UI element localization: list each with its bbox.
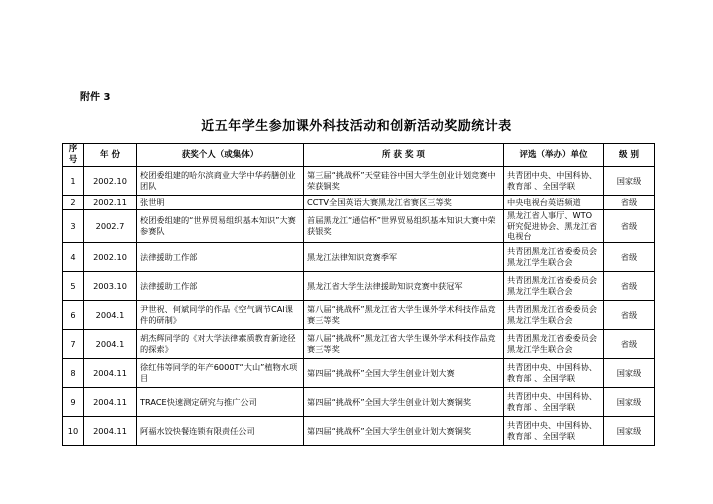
header-winner: 获奖个人（或集体） — [137, 144, 304, 167]
cell-winner: 尹世祝、何斌同学的作品《空气调节CAI课件的研制》 — [137, 301, 304, 330]
cell-level: 国家级 — [604, 167, 655, 196]
cell-org: 共青团中央、中国科协、教育部 、全国学联 — [504, 388, 604, 417]
cell-level: 省级 — [604, 243, 655, 272]
cell-year: 2002.10 — [84, 167, 137, 196]
table-row — [63, 243, 655, 272]
cell-award: 第四届“挑战杯”全国大学生创业计划大赛 — [304, 359, 504, 388]
cell-org: 共青团黑龙江省委委员会黑龙江学生联合会 — [504, 301, 604, 330]
cell-org: 黑龙江省人事厅、WTO研究促进协会、黑龙江省电视台 — [504, 210, 604, 243]
attachment-label: 附件 3 — [80, 92, 111, 103]
cell-award: 首届黑龙江“通信杯”世界贸易组织基本知识大赛中荣获银奖 — [304, 210, 504, 243]
cell-winner: 徐红伟等同学的年产6000T“大山”植物水项目 — [137, 359, 304, 388]
header-award: 所 获 奖 项 — [304, 144, 504, 167]
cell-award: 第三届“挑战杯”天堂硅谷中国大学生创业计划竞赛中荣获铜奖 — [304, 167, 504, 196]
cell-no: 4 — [63, 243, 84, 272]
cell-no: 10 — [63, 417, 84, 446]
cell-no: 3 — [63, 210, 84, 243]
cell-level: 国家级 — [604, 388, 655, 417]
header-level: 级 别 — [604, 144, 655, 167]
cell-no: 5 — [63, 272, 84, 301]
cell-level: 省级 — [604, 301, 655, 330]
cell-level: 省级 — [604, 210, 655, 243]
cell-level: 省级 — [604, 272, 655, 301]
cell-year: 2002.10 — [84, 243, 137, 272]
cell-no: 8 — [63, 359, 84, 388]
cell-level: 省级 — [604, 330, 655, 359]
cell-org: 共青团中央、中国科协、教育部 、全国学联 — [504, 167, 604, 196]
cell-org: 共青团黑龙江省委委员会黑龙江学生联合会 — [504, 272, 604, 301]
cell-award: 黑龙江省大学生法律援助知识竞赛中获冠军 — [304, 272, 504, 301]
cell-org: 共青团中央、中国科协、教育部 、全国学联 — [504, 359, 604, 388]
table-row — [63, 417, 655, 446]
cell-no: 6 — [63, 301, 84, 330]
table-header-row — [63, 144, 655, 167]
cell-level: 国家级 — [604, 359, 655, 388]
table-row — [63, 167, 655, 196]
table-row — [63, 388, 655, 417]
cell-winner: 张世明 — [137, 196, 304, 210]
cell-no: 2 — [63, 196, 84, 210]
cell-org: 中央电视台英语频道 — [504, 196, 604, 210]
cell-award: 第四届“挑战杯”全国大学生创业计划大赛铜奖 — [304, 417, 504, 446]
cell-winner: 胡杰辉同学的《对大学法律素质教育新途径的探索》 — [137, 330, 304, 359]
cell-year: 2003.10 — [84, 272, 137, 301]
cell-winner: TRACE快速测定研究与推广公司 — [137, 388, 304, 417]
cell-award: 第八届“挑战杯”黑龙江省大学生课外学术科技作品竞赛三等奖 — [304, 301, 504, 330]
cell-org: 共青团黑龙江省委委员会黑龙江学生联合会 — [504, 330, 604, 359]
cell-winner: 阿福水饺快餐连锁有限责任公司 — [137, 417, 304, 446]
table-row — [63, 272, 655, 301]
table-row — [63, 301, 655, 330]
cell-winner: 校团委组建的哈尔滨商业大学中华药膳创业团队 — [137, 167, 304, 196]
cell-year: 2004.1 — [84, 330, 137, 359]
cell-no: 7 — [63, 330, 84, 359]
cell-winner: 法律援助工作部 — [137, 272, 304, 301]
table-row — [63, 330, 655, 359]
header-year: 年 份 — [84, 144, 137, 167]
cell-org: 共青团黑龙江省委委员会黑龙江学生联合会 — [504, 243, 604, 272]
cell-award: CCTV全国英语大赛黑龙江省赛区三等奖 — [304, 196, 504, 210]
header-no: 序号 — [63, 144, 84, 167]
table-row — [63, 210, 655, 243]
cell-award: 黑龙江法律知识竞赛季军 — [304, 243, 504, 272]
cell-year: 2004.11 — [84, 388, 137, 417]
cell-year: 2002.7 — [84, 210, 137, 243]
cell-winner: 校团委组建的“世界贸易组织基本知识”大赛参赛队 — [137, 210, 304, 243]
cell-award: 第八届“挑战杯”黑龙江省大学生课外学术科技作品竞赛三等奖 — [304, 330, 504, 359]
document-title: 近五年学生参加课外科技活动和创新活动奖励统计表 — [201, 119, 512, 134]
cell-year: 2002.11 — [84, 196, 137, 210]
cell-org: 共青团中央、中国科协、教育部 、全国学联 — [504, 417, 604, 446]
table-row — [63, 359, 655, 388]
cell-no: 1 — [63, 167, 84, 196]
table-row — [63, 196, 655, 210]
cell-award: 第四届“挑战杯”全国大学生创业计划大赛铜奖 — [304, 388, 504, 417]
cell-no: 9 — [63, 388, 84, 417]
cell-year: 2004.11 — [84, 359, 137, 388]
cell-year: 2004.1 — [84, 301, 137, 330]
cell-level: 省级 — [604, 196, 655, 210]
cell-winner: 法律援助工作部 — [137, 243, 304, 272]
header-org: 评选（举办）单位 — [504, 144, 604, 167]
awards-table — [62, 143, 655, 446]
cell-level: 国家级 — [604, 417, 655, 446]
cell-year: 2004.11 — [84, 417, 137, 446]
